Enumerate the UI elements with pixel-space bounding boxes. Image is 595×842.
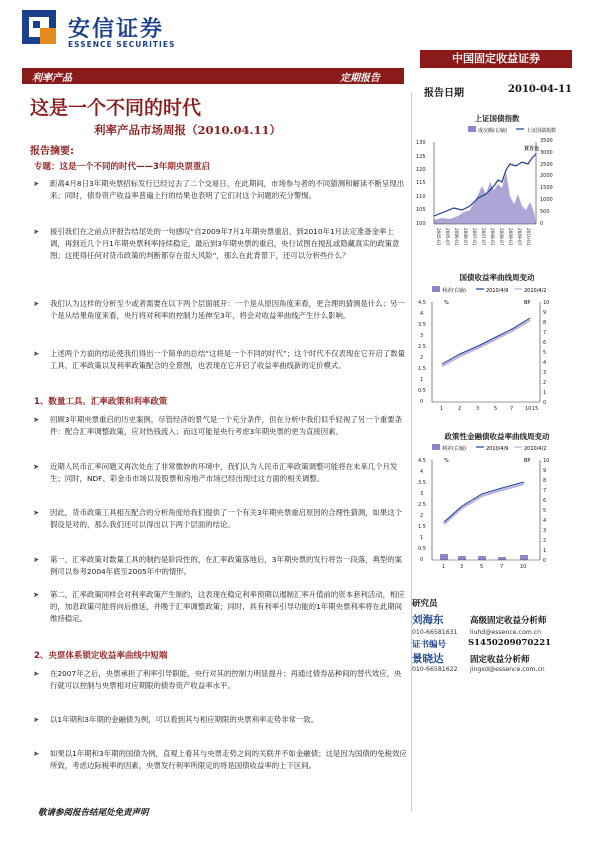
- paragraph: ➤ 援引我们在之前点评报告结尾处的一句感叹“自2009年7月1年期央票重启，到2010年1月法定准备金率上调，再到近几个月1年期央票利率持续稳定，最后到3年期央票的重启，央行试图在搅乱或隐藏真实的政策意图；这使得任何对货币政策的判断都存在很大风险”，那么在此背景下，还可以分析些什么？: [33, 227, 400, 260]
- paragraph: ➤ 如果以1年期和3年期的国债为例，直观上看其与央票走势之间的关联并不如金融债；这是因为国债的免税效应所致，考虑边际税率的因素，央票发行利率所限定的将是国债收益率的上下区间。: [33, 749, 407, 770]
- svg-text:4.5: 4.5: [418, 458, 426, 464]
- svg-text:4: 4: [420, 311, 424, 317]
- svg-text:130: 130: [416, 140, 426, 146]
- page-subtitle: 利率产品市场周报（2010.04.11）: [94, 123, 282, 137]
- page-title: 这是一个不同的时代: [30, 97, 202, 119]
- svg-text:0: 0: [420, 557, 424, 563]
- paragraph: ➤ 第一，汇率政策对数量工具的制约是阶段性的，在汇率政策落地后，3年期央票的发行将告一段落，典型的案例可以参考2004年底至2005年中的情形。: [33, 555, 403, 576]
- report-date-value: 2010-04-11: [508, 84, 572, 95]
- svg-text:4.5: 4.5: [418, 300, 426, 306]
- svg-text:115: 115: [416, 180, 426, 186]
- svg-text:1.5: 1.5: [418, 366, 426, 372]
- svg-text:0.5: 0.5: [418, 546, 426, 552]
- volume-bars: [434, 172, 536, 224]
- phone: 010-66581622: [412, 666, 458, 673]
- analyst-name: 景晓达: [412, 653, 444, 665]
- paragraph: ➤ 距离4月8日3年期央票招标发行已经过去了二个交易日，在此期间，市场参与者的不同猜测和解读不断呈现出来；同时，债券资产收益率普遍上行的结果也表明了它们对这个问题的充分警惕。: [33, 179, 405, 200]
- paragraph: ➤ 第二，汇率政策同样会对利率政策产生制约，这表现在稳定利率预期以遏制汇率升值前的资本套利活动，相应的，加息政策可能将向后推延，并晚于汇率调整政策；同时，具有利率引导功能的1年期央票利率将在此期间维持稳定。: [33, 590, 405, 623]
- svg-text:1: 1: [440, 406, 444, 412]
- section-heading: 2、央票体系锁定收益率曲线中短端: [34, 651, 168, 661]
- svg-text:1: 1: [543, 548, 547, 554]
- svg-text:2005-01: 2005-01: [436, 228, 441, 246]
- svg-text:2500: 2500: [540, 162, 553, 168]
- bullet-icon: ➤: [33, 227, 40, 236]
- spread-bars: [440, 554, 528, 560]
- legend-swatch-volume: [468, 126, 476, 132]
- paragraph: ➤ 因此，货币政策工具相互配合的分析角度给我们提供了一个有关3年期央票重启原因的合理性猜测，如果这个假设是对的，那么我们还可以得出以下两个层面的结论。: [33, 508, 403, 529]
- svg-text:2009-07: 2009-07: [517, 228, 522, 246]
- policy-curve-chart: [412, 442, 572, 582]
- right-axis-ticks: [543, 458, 549, 564]
- svg-text:7: 7: [500, 564, 504, 570]
- email-link[interactable]: liuhd@essence.com.cn: [470, 629, 542, 636]
- svg-text:1500: 1500: [540, 185, 553, 191]
- svg-text:2006-01: 2006-01: [454, 228, 459, 246]
- svg-text:0: 0: [543, 558, 547, 564]
- svg-text:3: 3: [476, 406, 480, 412]
- cert-number: S1450209070221: [468, 638, 552, 648]
- legend-0409: 2010/4/9: [486, 288, 509, 294]
- svg-text:110: 110: [416, 194, 426, 200]
- svg-text:1.5: 1.5: [418, 524, 426, 530]
- x-axis-ticks: [440, 406, 538, 412]
- legend-spread: 利差(右轴): [442, 288, 466, 294]
- bullet-icon: ➤: [33, 299, 40, 308]
- svg-text:105: 105: [416, 207, 426, 213]
- bullet-icon: ➤: [33, 349, 40, 358]
- bullet-icon: ➤: [33, 749, 40, 758]
- legend-swatch-spread: [432, 444, 440, 450]
- svg-text:2: 2: [420, 355, 424, 361]
- svg-text:2005-07: 2005-07: [445, 228, 450, 246]
- treasury-chart-title: 国债收益率曲线周变动: [459, 273, 535, 282]
- brand-badge: 中国固定收益证券: [420, 50, 572, 68]
- report-type-band: [22, 68, 404, 84]
- svg-text:2008-07: 2008-07: [499, 228, 504, 246]
- svg-text:7: 7: [510, 406, 514, 412]
- svg-text:4: 4: [420, 469, 424, 475]
- svg-text:2: 2: [543, 538, 547, 544]
- svg-text:10: 10: [525, 406, 532, 412]
- svg-text:125: 125: [416, 154, 426, 160]
- svg-text:5: 5: [480, 564, 484, 570]
- svg-text:3000: 3000: [540, 150, 553, 156]
- analyst-title: 固定收益分析师: [470, 655, 530, 665]
- svg-text:9: 9: [543, 310, 547, 316]
- svg-text:5: 5: [494, 406, 498, 412]
- bullet-icon: ➤: [33, 555, 40, 564]
- analyst-contact: [412, 629, 582, 636]
- svg-text:7: 7: [543, 488, 547, 494]
- bullet-icon: ➤: [33, 508, 40, 517]
- svg-text:1: 1: [442, 564, 446, 570]
- svg-text:3.5: 3.5: [418, 322, 426, 328]
- right-axis-ticks: [543, 300, 549, 406]
- left-axis-ticks: [418, 300, 426, 405]
- svg-text:2.5: 2.5: [418, 344, 426, 350]
- svg-text:0.5: 0.5: [418, 388, 426, 394]
- svg-text:2006-07: 2006-07: [463, 228, 468, 246]
- band-report-type: 定期报告: [340, 73, 380, 84]
- svg-text:2008-01: 2008-01: [490, 228, 495, 246]
- svg-text:0: 0: [543, 400, 547, 406]
- svg-text:2: 2: [543, 380, 547, 386]
- svg-text:2009-01: 2009-01: [508, 228, 513, 246]
- paragraph: ➤ 上述两个方面的结论使我们得出一个简单的总结“这将是一个不同的时代”；这个时代不仅表现在它开启了数量工具、汇率政策以及利率政策配合的全景图，也表现在它开启了收益率曲线新的定价模式。: [33, 349, 406, 370]
- svg-text:4: 4: [543, 360, 547, 366]
- legend-0409: 2010/4/9: [486, 446, 509, 452]
- svg-text:5: 5: [543, 350, 547, 356]
- svg-text:8: 8: [543, 320, 547, 326]
- email-link[interactable]: jingxd@essence.com.cn: [470, 666, 545, 673]
- svg-text:10: 10: [520, 564, 527, 570]
- logo-english: ESSENCE SECURITIES: [68, 40, 176, 49]
- svg-text:2.5: 2.5: [418, 502, 426, 508]
- svg-text:120: 120: [416, 167, 426, 173]
- analyst-name: 刘海东: [412, 614, 444, 626]
- x-axis-ticks: [442, 564, 526, 570]
- svg-text:6: 6: [543, 340, 547, 346]
- paragraph: ➤ 以1年期和3年期的金融债为例，可以看到其与相应期限的央票利率走势非常一致。: [33, 715, 319, 724]
- svg-text:1000: 1000: [540, 197, 553, 203]
- svg-text:6: 6: [543, 498, 547, 504]
- bullet-icon: ➤: [33, 669, 40, 678]
- paragraph: ➤ 在2007年之后，央票承担了利率引导职能，央行对其的控制力明显提升；再通过债券品种间的替代效应，央行就可以控制与央票相对应期限的债券资产收益率水平。: [33, 669, 402, 690]
- disclaimer-footer: 敬请参阅报告结尾处免责声明: [38, 808, 149, 818]
- report-date-label: 报告日期: [424, 88, 464, 99]
- curve-0409: [442, 318, 530, 364]
- legend-spread: 利差(右轴): [442, 446, 466, 452]
- svg-text:5: 5: [543, 508, 547, 514]
- svg-text:0: 0: [540, 221, 544, 227]
- cert-label: 证书编号: [412, 640, 447, 650]
- section-heading: 1、数量工具、汇率政策和利率政策: [34, 397, 168, 407]
- bullet-icon: ➤: [33, 415, 40, 424]
- right-unit: BP: [524, 300, 531, 306]
- legend-0402: 2010/4/2: [524, 288, 547, 294]
- svg-text:2000: 2000: [540, 173, 553, 179]
- analyst-contact: [412, 666, 582, 673]
- report-date: [424, 84, 572, 99]
- unit-label: 百万元: [524, 146, 540, 152]
- logo-icon: [22, 10, 56, 44]
- paragraph: ➤ 近期人民币汇率问题又再次处在了非常微妙的环境中，我们认为人民币汇率政策调整可能将在未来几个月发生；同时，NDF、彩金币市场以及股票和房地产市场已经出现过这方面的相关调整。: [33, 462, 398, 483]
- svg-text:1: 1: [420, 535, 424, 541]
- svg-text:500: 500: [540, 209, 550, 215]
- svg-text:15: 15: [532, 406, 539, 412]
- svg-text:7: 7: [543, 330, 547, 336]
- curve-0402: [442, 320, 530, 366]
- logo-chinese: 安信证券: [68, 16, 165, 42]
- paragraph: ➤ 我们认为这样的分析至少或者需要在以下两个层面展开：一个是从原因角度来看，更合理的猜测是什么；另一个是从结果角度来看，央行将对利率的控制力延伸至3年，将会对收益率曲线产生什么影响。: [33, 299, 405, 320]
- left-unit: %: [444, 300, 449, 306]
- svg-text:2007-01: 2007-01: [472, 228, 477, 246]
- svg-text:2007-07: 2007-07: [481, 228, 486, 246]
- bullet-icon: ➤: [33, 179, 40, 188]
- analyst-heading: 研究员: [412, 599, 438, 609]
- legend-volume: 成交额(右轴): [478, 128, 507, 134]
- svg-text:9: 9: [543, 468, 547, 474]
- svg-text:3: 3: [420, 333, 424, 339]
- band-category: 利率产品: [32, 73, 72, 84]
- svg-text:3500: 3500: [540, 138, 553, 144]
- svg-text:8: 8: [543, 478, 547, 484]
- svg-text:0: 0: [420, 399, 424, 405]
- svg-text:1: 1: [543, 390, 547, 396]
- bullet-icon: ➤: [33, 462, 40, 471]
- policy-chart-title: 政策性金融债收益率曲线周变动: [444, 432, 550, 441]
- left-unit: %: [444, 458, 449, 464]
- right-unit: BP: [524, 458, 531, 464]
- curve-0402: [444, 484, 524, 524]
- svg-text:3: 3: [543, 370, 547, 376]
- svg-text:2: 2: [458, 406, 462, 412]
- svg-text:100: 100: [416, 221, 426, 227]
- paragraph: ➤ 回顾3年期央票重启的历史案例，尽管经济的景气是一个充分条件，但在分析中我们似乎轻视了另一个重要条件：配合汇率调整政策，应对热钱流入；而这可能是央行考虑3年期央票的更为直接因素。: [33, 415, 403, 436]
- index-chart-title: 上证国债指数: [474, 114, 520, 123]
- legend-swatch-spread: [432, 286, 440, 292]
- summary-label: 报告摘要:: [30, 146, 74, 157]
- svg-text:2: 2: [420, 513, 424, 519]
- svg-text:10: 10: [543, 458, 550, 464]
- svg-text:4: 4: [543, 518, 547, 524]
- right-axis-ticks: [540, 138, 553, 227]
- analyst-title: 高级固定收益分析师: [470, 616, 547, 626]
- phone: 010-66581631: [412, 629, 458, 636]
- left-axis-ticks: [418, 458, 426, 563]
- left-axis-ticks: [416, 140, 426, 227]
- bullet-icon: ➤: [33, 715, 40, 724]
- topic-heading: 专题：这是一个不同的时代——3年期央票重启: [34, 162, 210, 172]
- svg-text:3.5: 3.5: [418, 480, 426, 486]
- treasury-curve-chart: [412, 284, 572, 424]
- svg-text:3: 3: [420, 491, 424, 497]
- x-axis-ticks: [436, 228, 531, 246]
- svg-text:3: 3: [543, 528, 547, 534]
- bullet-icon: ➤: [33, 590, 40, 599]
- legend-index: 上证国债指数: [526, 128, 557, 134]
- legend-0402: 2010/4/2: [524, 446, 547, 452]
- index-chart: [412, 124, 572, 264]
- svg-text:1: 1: [420, 377, 424, 383]
- svg-text:10: 10: [543, 300, 550, 306]
- svg-text:2010-01: 2010-01: [526, 228, 531, 246]
- svg-text:3: 3: [460, 564, 464, 570]
